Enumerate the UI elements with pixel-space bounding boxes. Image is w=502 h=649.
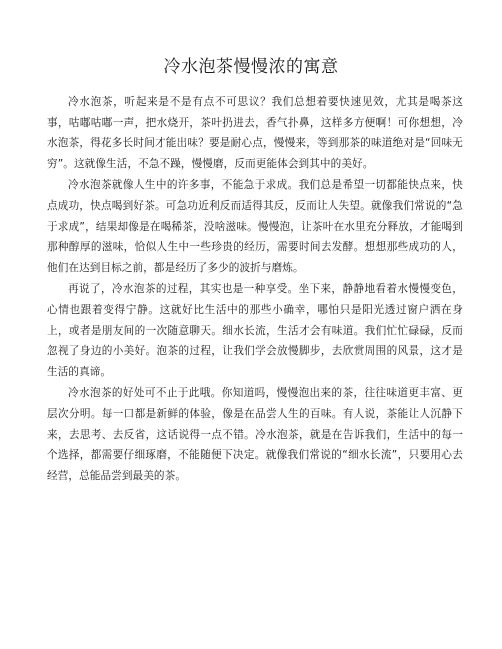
paragraph-2: 冷水泡茶就像人生中的许多事，不能急于求成。我们总是希望一切都能快点来，快点成功，快点喝到好茶。可急功近利反而适得其反，反而让人失望。就像我们常说的“急于求成”，结果却像是在喝稀茶，没啥滋味。慢慢泡，让茶叶在水里充分释放，才能喝到那种醇厚的滋味，恰似人生中一些珍贵的经历，需要时间去发酵。想想那些成功的人，他们在达到目标之前，都是经历了多少的波折与磨炼。	[47, 179, 463, 274]
document-body	[47, 92, 463, 487]
document-title: 冷水泡茶慢慢浓的寓意	[163, 57, 339, 77]
paragraph-4: 冷水泡茶的好处可不止于此哦。你知道吗，慢慢泡出来的茶，往往味道更丰富、更层次分明。每一口都是新鲜的体验，像是在品尝人生的百味。有人说，茶能让人沉静下来，去思考、去反省，这话说得一点不错。冷水泡茶，就是在告诉我们，生活中的每一个选择，都需要仔细琢磨，不能随便下决定。就像我们常说的“细水长流”，只要用心去经营，总能品尝到最美的茶。	[47, 387, 463, 482]
paragraph-3: 再说了，冷水泡茶的过程，其实也是一种享受。坐下来，静静地看着水慢慢变色，心情也跟着变得宁静。这就好比生活中的那些小确幸，哪怕只是阳光透过窗户洒在身上，或者是朋友间的一次随意聊天。细水长流，生活才会有味道。我们忙忙碌碌，反而忽视了身边的小美好。泡茶的过程，让我们学会放慢脚步，去欣赏周围的风景，这才是生活的真谛。	[47, 283, 463, 378]
paragraph-1: 冷水泡茶，听起来是不是有点不可思议？我们总想着要快速见效，尤其是喝茶这事，咕嘟咕嘟一声，把水烧开，茶叶扔进去，香气扑鼻，这样多方便啊！可你想想，冷水泡茶，得花多长时间才能出味？要是耐心点，慢慢来，等到那茶的味道绝对是“回味无穷”。这就像生活，不急不躁，慢慢磨，反而更能体会到其中的美好。	[47, 96, 463, 170]
